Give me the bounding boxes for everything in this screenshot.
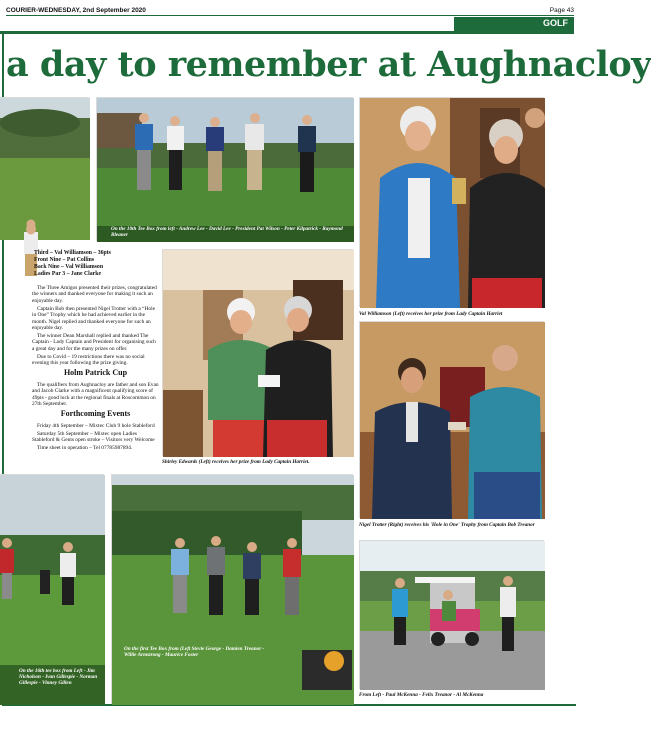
event-item: Time sheet in operation – Tel 07785987894. <box>37 445 133 452</box>
article-body <box>32 285 159 453</box>
photo-tenth-tee <box>96 97 353 241</box>
result-front-nine: Front Nine – Pat Collins <box>34 257 95 263</box>
photo-first-tee <box>111 474 353 704</box>
photo-buggy <box>359 540 544 689</box>
caption-shirley-prize: Shirley Edwards (Left) receives her prize from Lady Captain Harriet. <box>162 459 310 465</box>
section-bar <box>454 17 574 31</box>
section-label: GOLF <box>543 18 568 28</box>
caption-tenth-tee: On the 10th Tee Box from left - Andrew Lee - David Lee - President Pat Wilson - Peter Kilpatrick - Raymond Bleaner <box>111 226 343 239</box>
section-rule <box>0 31 574 34</box>
caption-first-tee: On the first Tee Box from (Left Stevie George - Damien Treanor - Willie Armstrong - Maurice Foster <box>124 646 265 659</box>
photo-val-prize <box>359 97 544 307</box>
result-back-nine: Back Nine – Val Williamson <box>34 264 104 270</box>
page-header <box>6 2 574 14</box>
holm-heading: Holm Patrick Cup <box>63 368 128 378</box>
article-paragraph: The winner Dean Marshall replied and thanked The Captain - Lady Captain and President for organising such a great day and for the many prizes on offer. <box>32 332 156 352</box>
photo-sixteenth-tee <box>0 474 104 704</box>
page-number: Page 43 <box>549 7 574 14</box>
publication-line: COURIER-WEDNESDAY, 2nd September 2020 <box>6 7 146 14</box>
result-ladies-par3: Ladies Par 3 – Jane Clarke <box>34 271 102 277</box>
holm-paragraph: The qualifiers from Aughnacloy are father and son Evan and Jacob Clarke with a magnificent qualifying score of 49pts - good luck at the regional finals at Roscommon on 27th September. <box>32 381 159 407</box>
header-rule <box>6 15 574 16</box>
event-item: Friday 4th September – Mixtec Club 9 hole Stableford <box>37 422 155 429</box>
photo-single-golfer <box>0 97 89 239</box>
article-paragraph: Due to Covid – 19 restrictions there was no social evening this year following the prize giving. <box>32 353 145 366</box>
caption-buggy: From Left - Paul McKenna - Felix Treanor - Al McKenna <box>359 692 484 698</box>
caption-sixteenth-tee: On the 16th tee box from Left - Jim Nicholson - Ivan Gillespie - Norman Gillespie - Vinney Gillen <box>19 668 98 687</box>
results-list <box>34 250 159 278</box>
photo-shirley-prize <box>162 249 353 456</box>
article-paragraph: The Three Amigos presented their prizes, congratulated the winners and thanked everyone for making it such an enjoyable day. <box>32 285 157 304</box>
events-heading: Forthcoming Events <box>60 409 131 419</box>
caption-nigel-trophy: Nigel Trotter (Right) receives his 'Hole in One' Trophy from Captain Bob Treanor <box>359 522 535 528</box>
result-third: Third – Val Williamson – 36pts <box>34 250 111 256</box>
photo-nigel-trophy <box>359 321 544 518</box>
event-item: Saturday 5th September – Mixtec open Ladies Stableford & Gents open stroke – Visitors very Welcome <box>32 430 155 444</box>
caption-val-prize: Val Williamson (Left) receives her prize from Lady Captain Harriet <box>359 311 503 317</box>
headline: a day to remember at Aughnacloy <box>6 44 651 85</box>
article-paragraph: Captain Bob then presented Nigel Trotter with a “Hole in One” Trophy which he had achieved earlier in the month. Nigel replied and thanked everyone for such an enjoyable day. <box>32 305 155 331</box>
